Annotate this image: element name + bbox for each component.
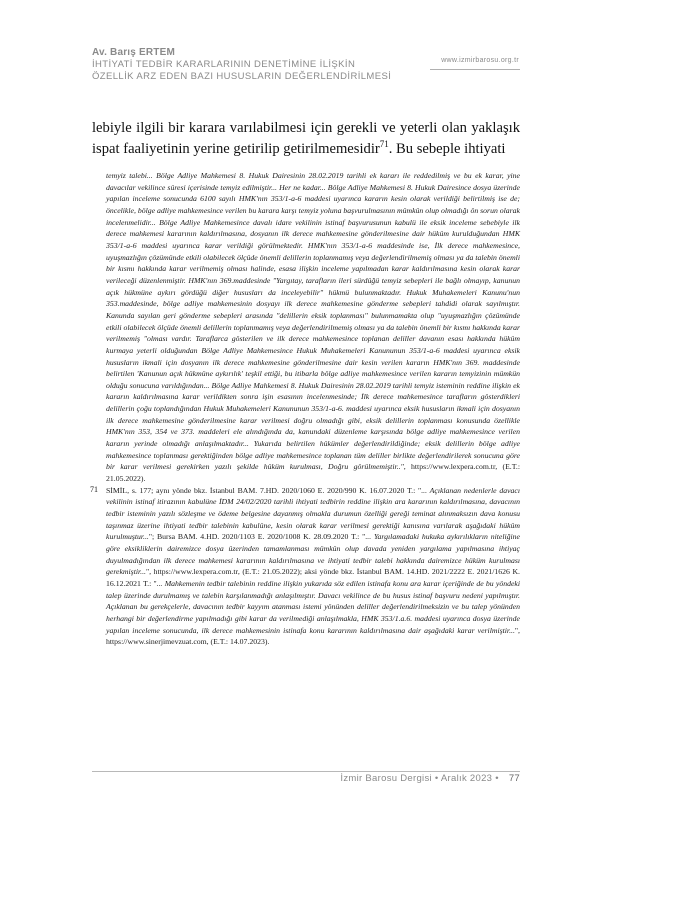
footnote-71 — [90, 484, 521, 648]
footnote-reference-71[interactable]: 71 — [379, 139, 389, 150]
footnote-quote: ... Mahkemenin tedbir talebinin reddine ilişkin yukarıda söz edilen istinafa konu ara karar içeriğinde de bu yöndeki talep üzerinde durulmamış ve talebin karşılanmadığı anlaşılmıştır. Davacı vekilince de bu husus istinaf başvuru nedeni yapılmıştır. Açıklanan bu gerekçelerle, davacının tedbir kayyım atanması istemi yönünden deliller değerlendirilmeksizin ve bu talep yönünden herhangi bir değerlendirme yapılmadığı gibi karar da verilmediği anlaşılmakla, HMK 353/1.a.6. maddesi uyarınca dosya üzerinde yapılan inceleme sonucunda, ilk derece mahkemesinin istinafa konu kararının kaldırılmasına dair aşağıdaki karar verilmiştir... — [106, 578, 521, 635]
body-paragraph — [92, 118, 520, 160]
article-title-line-2: ÖZELLİK ARZ EDEN BAZI HUSUSLARIN DEĞERLENDİRİLMESİ — [92, 70, 392, 82]
footnote-citation: "; Bursa BAM. 4.HD. 2020/1103 E. 2020/1008 K. 28.09.2020 T.: " — [148, 532, 366, 542]
footnote-70-continuation — [106, 170, 520, 485]
header-url[interactable]: www.izmirbarosu.org.tr — [441, 57, 519, 64]
page-number: 77 — [508, 773, 520, 784]
journal-name: İzmir Barosu Dergisi • Aralık 2023 • — [340, 773, 499, 784]
header-divider — [430, 69, 520, 70]
footnote-quote: ... Yargılamadaki hukuka aykırılıkların niteliğine göre eksikliklerin dairemizce dosya üzerinden tamamlanması mümkün olup davada yeniden yargılama yapılmasına ihtiyaç duyulmadığından ilk derece mahkemesi kararının kaldırılmasına ve ihtiyati tedbir talebi hakkında dairemizce hüküm kurulması gerekmiştir... — [106, 532, 520, 577]
footnote-number: 71 — [90, 484, 98, 494]
page-footer — [340, 773, 520, 784]
body-text-tail: . Bu sebeple ihtiyati — [388, 141, 506, 157]
footnote-quote: temyiz talebi... Bölge Adliye Mahkemesi 8. Hukuk Dairesinin 28.02.2019 tarihli ek kararı ile reddedilmiş ve bu ek karar, yine davacılar vekilince süresi içerisinde temyiz edilmiştir... Her ne kadar... Bölge Adliye Mahkemesi 8. Hukuk Dairesince dosya üzerinde yapılan inceleme sonucunda 6100 sayılı HMK'nın 353/1-a-6 maddesi uyarınca kararın kesin olarak verildiği belirtilmiş ise de; öncelikle, bölge adliye mahkemesince verilen bu karara karşı temyiz yoluna başvurulmasının mümkün olup olmadığı ön sorun olarak incelenmelidir... Bölge Adliye Mahkemesince davalı idare vekilinin istinaf başvurusunun kabulü ile eksik inceleme sebebiyle ilk derece mahkemesi kararının kaldırılmasına, dosyanın ilk derece mahkemesine gönderilmesine dair hüküm kurulduğundan HMK 353/1-a-6 maddesi uyarınca karar verildiği görülmektedir. HMK'nın 353/1-a-6 maddesinde ise, İlk derece mahkemesince, uyuşmazlığın çözümünde etkili olabilecek ölçüde önemli delillerin toplanmamış veya değerlendirilmemiş olması ya da talebin önemli bir kısmı hakkında karar verilmemiş olması halinde, esasa ilişkin inceleme yapılmadan karar kaldırılmasına kesin olarak karar verileceği düzenlenmiştir. HMK'nın 369.maddesinde "Yargıtay, tarafların ileri sürdüğü temyiz sebepleri ile bağlı olmayıp, kanunun açık hükmüne aykırı gördüğü diğer hususları da inceleyebilir" hükmü bulunmaktadır. Hukuk Muhakemeleri Kanunu'nun 353.maddesinde, bölge adliye mahkemesinin dosyayı ilk derece mahkemesine gönderme sebepleri tahdidi olarak sayılmıştır. Kanunda sayılan geri gönderme sebepleri arasında "delillerin eksik toplanması" bulunmamakta olup "uyuşmazlığın çözümünde etkili olabilecek ölçüde önemli delillerin toplanmamış veya değerlendirilmemiş olması ya da talebin önemli bir kısmı hakkında karar verilmemiş "olması vardır. Taraflarca gösterilen ve ilk derece mahkemesince toplanan deliller davanın esası hakkında hüküm kurmaya yeterli olduğundan Bölge Adliye Mahkemesince Hukuk Muhakemeleri Kanununun 353/1-a-6 maddesi uyarınca eksik hususların ikmali için dosyanın ilk derece mahkemesine gönderilmesine dair kesin verilen kararın HMK'nın 369. maddesinde belirtilen 'Kanunun açık hükmüne aykırılık' teşkil ettiği, bu itibarla bölge adliye mahkemesince verilen kararın temyizinin mümkün olduğu sonucuna varıldığından... Bölge Adliye Mahkemesi 8. Hukuk Dairesinin 28.02.2019 tarihli temyiz isteminin reddine ilişkin ek kararın kaldırılmasına karar verildikten sonra işin esasının incelenmesinde; İlk derece mahkemesince tarafların gösterdikleri delillerin çoğu toplandığından Hukuk Muhakemeleri Kanununun 353/1-a-6. maddesi uyarınca eksik hususların ikmali için dosyanın ilk derece mahkemesine gönderilmesine karar verilmesi doğru olmadığı gibi, eksik delillerin toplanması konusunda özellikle HMK'nın 353, 354 ve 373. maddeleri ele alındığında da, kanundaki düzenleme karşısında bölge adliye mahkemesince verilen kararın yerinde olmadığı anlaşılmaktadır... Yukarıda belirtilen hükümler değerlendirildiğinde; eksik delillerin bölge adliye mahkemesince toplanması gerektiğinden bölge adliye mahkemesince toplanan tüm deliller birlikte değerlendirilerek sonucuna göre bir karar verilmesi gerekirken yazılı şekilde hüküm kurulması, Doğru görülmemiştir.." — [106, 171, 520, 472]
footnote-source: , https://www.lexpera.com.tr, (E.T.: 21.05.2022). — [106, 462, 520, 484]
article-title-line-1: İHTİYATİ TEDBİR KARARLARININ DENETİMİNE İLİŞKİN — [92, 59, 356, 70]
footnotes — [90, 170, 521, 648]
footnote-citation: SİMİL, s. 177; aynı yönde bkz. İstanbul BAM. 7.HD. 2020/1060 E. 2020/990 K. 16.07.2020 T.: " — [106, 485, 422, 495]
footnote-quote: ... Açıklanan nedenlerle davacı vekilinin istinaf itirazının kabulüne İDM 24/02/2020 tarihli ihtiyati tedbirin reddine ilişkin ara kararının kaldırılmasına, davacının tedbir isteminin yazılı sözleşme ve ödeme belgesine dayanmış olmakla durumun özelliği gereği teminat alınmaksızın dava konusu taşınmaz üzerine ihtiyati tedbir talebinin kabulüne, kesin olarak karar verilmesi gerektiği kanısına varılarak aşağıdaki hüküm kurulmuştur... — [106, 485, 520, 542]
footer-divider — [92, 771, 520, 772]
body-text: lebiyle ilgili bir karara varılabilmesi için gerekli ve yeterli olan yaklaşık ispat faaliyetinin yerine getirilip getirilmemesidir — [92, 120, 520, 157]
author-name: Av. Barış ERTEM — [92, 47, 176, 58]
running-header — [92, 47, 532, 82]
footnote-citation: ", https://www.sinerjimevzuat.com, (E.T.: 14.07.2023). — [106, 625, 520, 647]
footnote-citation: ", https://www.lexpera.com.tr, (E.T.: 21.05.2022); aksi yönde bkz. İstanbul BAM. 14.HD. 2021/2222 E. 2021/1626 K. 16.12.2021 T.: " — [106, 567, 520, 588]
